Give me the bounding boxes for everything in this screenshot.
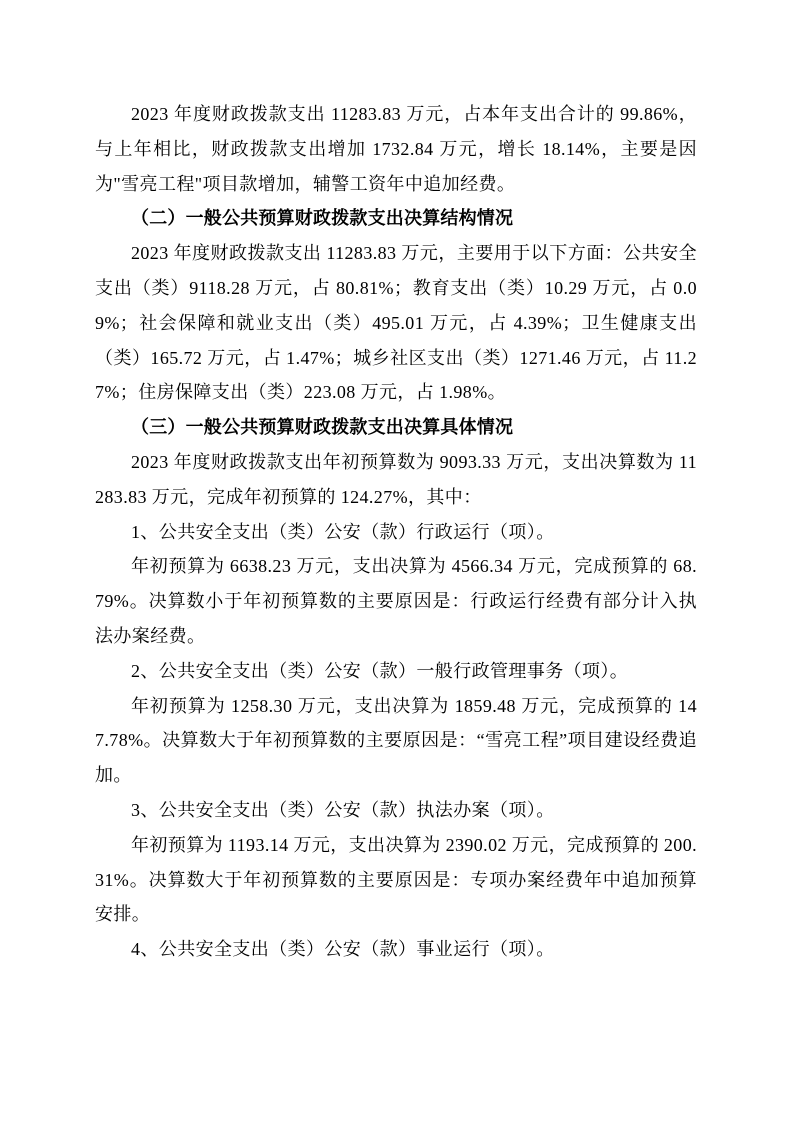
list-item-paragraph: 3、公共安全支出（类）公安（款）执法办案（项）。 xyxy=(131,799,555,820)
paragraph: 2023 年度财政拨款支出年初预算数为 9093.33 万元，支出决算数为 11283.83 万元，完成年初预算的 124.27%，其中： xyxy=(95,451,697,507)
paragraph: 年初预算为 1258.30 万元，支出决算为 1859.48 万元，完成预算的 147.78%。决算数大于年初预算数的主要原因是：“雪亮工程”项目建设经费追加。 xyxy=(95,695,697,786)
section-heading: （二）一般公共预算财政拨款支出决算结构情况 xyxy=(131,208,514,229)
paragraph: 年初预算为 1193.14 万元，支出决算为 2390.02 万元，完成预算的 200.31%。决算数大于年初预算数的主要原因是：专项办案经费年中追加预算安排。 xyxy=(95,834,697,925)
list-item-paragraph: 1、公共安全支出（类）公安（款）行政运行（项）。 xyxy=(131,521,555,542)
list-item-paragraph: 2、公共安全支出（类）公安（款）一般行政管理事务（项）。 xyxy=(131,660,629,681)
paragraph: 年初预算为 6638.23 万元，支出决算为 4566.34 万元，完成预算的 68.79%。决算数小于年初预算数的主要原因是：行政运行经费有部分计入执法办案经费。 xyxy=(95,556,697,646)
section-heading: （三）一般公共预算财政拨款支出决算具体情况 xyxy=(131,417,514,438)
paragraph: 2023 年度财政拨款支出 11283.83 万元，占本年支出合计的 99.86%，与上年相比，财政拨款支出增加 1732.84 万元，增长 18.14%，主要是因为"雪亮工程"项目款增加，辅警工资年中追加经费。 xyxy=(95,104,697,194)
list-item-paragraph: 4、公共安全支出（类）公安（款）事业运行（项）。 xyxy=(131,939,555,960)
paragraph: 2023 年度财政拨款支出 11283.83 万元，主要用于以下方面：公共安全支出（类）9118.28 万元，占 80.81%；教育支出（类）10.29 万元，占 0.09%；社会保障和就业支出（类）495.01 万元，占 4.39%；卫生健康支出（类）165.72 万元，占 1.47%；城乡社区支出（类）1271.46 万元，占 11.27%；住房保障支出（类）223.08 万元，占 1.98%。 xyxy=(95,243,697,403)
